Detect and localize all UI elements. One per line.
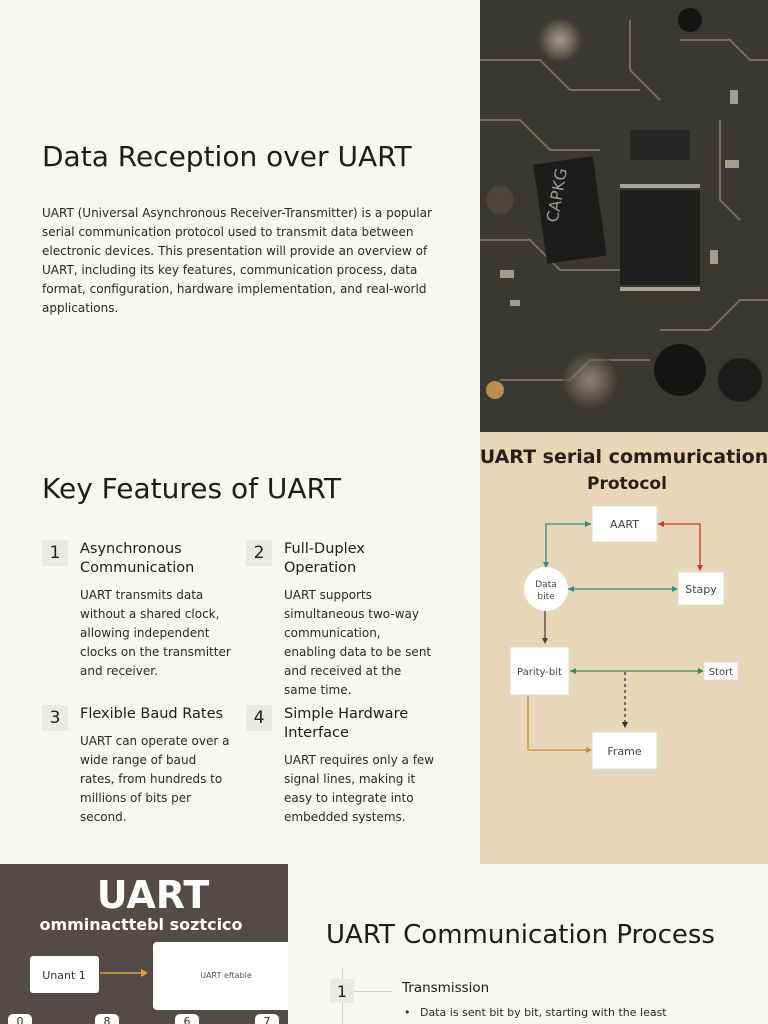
step-number: 1 [330,979,354,1003]
feature-number: 3 [42,705,68,731]
intro-body: UART (Universal Asynchronous Receiver-Transmitter) is a popular serial communication protocol used to transmit data between electronic devices. This presentation will provide an overview of UART, including its key features, communication process, data format, configuration, hardware implementation, and real-world applications. [42,205,432,315]
feature-body: UART requires only a few signal lines, making it easy to integrate into embedded systems. [284,753,435,824]
step-bullet: • Data is sent bit by bit, starting with the least [420,1006,667,1019]
protocol-diagram-image [480,432,768,864]
feature-body: UART transmits data without a shared clock, allowing independent clocks on the transmitter and receiver. [80,588,231,678]
feature-title: Asynchronous Communication [80,541,195,576]
svg-text:Stort: Stort [708,667,734,678]
intro-text-block [42,140,442,318]
svg-text:6: 6 [183,1015,191,1024]
svg-text:Stapy: Stapy [685,583,717,596]
uart-image-title: UART [96,873,210,917]
feature-title: Simple Hardware Interface [284,706,409,741]
intro-title: Data Reception over UART [42,140,412,173]
chip-label: CAPKG [542,166,571,224]
diagram-title-line2: Protocol [587,474,667,494]
svg-text:Parity-bit: Parity-bit [517,667,562,678]
protocol-diagram [480,432,768,864]
svg-text:8: 8 [103,1015,111,1024]
feature-number: 2 [246,540,272,566]
svg-text:bite: bite [537,592,555,602]
process-title: UART Communication Process [326,920,715,950]
feature-number: 4 [246,705,272,731]
svg-text:0: 0 [16,1015,24,1024]
uart-image-subtitle: omminacttebl soztcico [39,915,243,934]
step-connector [354,991,392,992]
feature-body: UART supports simultaneous two-way communication, enabling data to be sent and received at the same time. [284,588,432,697]
svg-text:Data: Data [535,580,557,590]
chip-large [620,190,700,285]
step-title: Transmission [402,980,490,996]
features-title: Key Features of UART [42,472,342,505]
feature-item [246,540,436,700]
feature-body: UART can operate over a wide range of baud rates, from hundreds to millions of bits per second. [80,734,230,824]
svg-text:Frame: Frame [607,745,642,758]
circuit-board-illustration [480,0,768,432]
feature-item [42,705,232,827]
feature-title: Full-Duplex Operation [284,541,365,576]
uart-process-image [0,864,288,1024]
circuit-board-image [480,0,768,432]
feature-title: Flexible Baud Rates [80,706,224,722]
svg-text:Unant 1: Unant 1 [42,969,86,982]
feature-item [246,705,436,827]
feature-item [42,540,232,681]
svg-text:UART eftable: UART eftable [200,971,252,980]
uart-process-illustration [0,864,288,1024]
feature-number: 1 [42,540,68,566]
svg-text:AART: AART [610,518,639,531]
diagram-title-line1: UART serial commurication [480,446,768,468]
svg-text:7: 7 [263,1015,271,1024]
